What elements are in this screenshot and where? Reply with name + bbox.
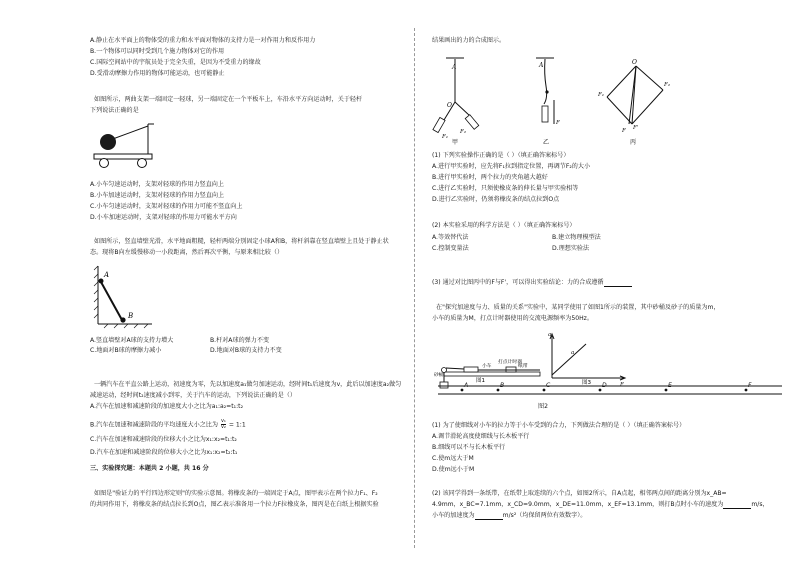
q-exp2-q2-unit2: m/s²（均保留两位有效数字）。 bbox=[502, 512, 587, 519]
figure-bing-caption: 丙 bbox=[630, 139, 637, 146]
figure-1-caption: 图1 bbox=[476, 378, 485, 384]
q-ladder-stem-line1: 如图所示，竖直墙壁光滑，水平地面粗糙，轻杆两端分别固定小球A和B，将杆斜靠在竖直墙壁上且处于静止状 bbox=[94, 238, 389, 245]
q-car-option-d: D.汽车在加速和减速阶段的位移大小之比为x₁:x₂=t₂:t₁ bbox=[90, 449, 238, 456]
q-ladder-option-b: B.杆对A球的弹力不变 bbox=[210, 337, 270, 344]
cart-label: 小车 bbox=[482, 364, 492, 369]
q-exp2-stem-line2: 小车的质量为M，打点计时器使用的交流电源频率为50Hz。 bbox=[432, 315, 593, 322]
q-cart-option-b: B.小车加速运动时，支架对轻球的作用力竖直向上 bbox=[90, 192, 225, 199]
q-exp1-question-2: (2) 本实验采用的科学方法是（ ）（填正确答案标号） bbox=[432, 222, 576, 229]
q-exp2-question-2-line3 bbox=[432, 512, 586, 520]
q-exp1-q1-option-d: D.进行乙实验时，仍须将橡皮条的结点拉到O点 bbox=[432, 196, 560, 203]
q-car-stem-line1: 一辆汽车在平直公路上运动，初速度为零，先以加速度a₁做匀加速运动，经时间t₁后速度为v，此后以加速度a₂做匀 bbox=[94, 381, 402, 388]
figure-jia bbox=[433, 58, 479, 146]
q-top-option-c: C.国际空间站中的宇航员处于完全失重，是因为不受重力的缘故 bbox=[90, 59, 261, 66]
figure-2-tape bbox=[438, 386, 782, 394]
q-exp2-q2-unit1: m/s， bbox=[751, 501, 769, 508]
graph-axis-a: a bbox=[548, 332, 552, 338]
q-car-stem-line2: 减速运动，经时间t₂速度减小到零，关于汽车的运动，下列说法正确的是（） bbox=[90, 392, 296, 399]
figure-yi bbox=[536, 58, 560, 146]
right-column bbox=[420, 0, 794, 562]
q-cart-option-a: A.小车匀速运动时，支架对轻球的作用力竖直向上 bbox=[90, 181, 224, 188]
fraction-numerator: v₁ bbox=[220, 418, 226, 424]
q-exp2-stem-line1: 在"探究加速度与力、质量的关系"实验中，某同学使用了如图1所示的装置，其中砂桶及砂子的质量为m， bbox=[436, 304, 720, 311]
q-exp1-q1-option-a: A.进行甲实验时，应先将F₁拉到指定位置，再调节F₂的大小 bbox=[432, 163, 591, 170]
tape-point-d: D bbox=[602, 382, 607, 389]
q-exp1-q2-option-c: C.控制变量法 bbox=[432, 245, 469, 252]
q-car-option-c: C.汽车在加速和减速阶段的位移大小之比为x₁:x₂=t₁:t₂ bbox=[90, 436, 237, 443]
bing-label-f: F bbox=[622, 128, 626, 134]
q-cart-stem-line2: 下列说法正确的是 bbox=[90, 107, 139, 114]
q-exp1-stem-line1: 如图是"验证力的平行四边形定则"的实验示意图。将橡皮条的一端固定于A点，图甲表示在两个拉力F₁、F₂ bbox=[94, 490, 378, 497]
section-heading: 三、实验探究题：本题共 2 小题，共 16 分 bbox=[90, 465, 209, 472]
q-car-option-b-text: B.汽车在加速和减速阶段的平均速度大小之比为 bbox=[90, 421, 218, 429]
q-car-option-b bbox=[90, 419, 246, 430]
ladder-figure bbox=[92, 262, 156, 330]
yi-label-a: A bbox=[539, 62, 544, 69]
jia-label-a: A bbox=[452, 64, 457, 71]
answer-blank bbox=[604, 280, 632, 287]
q-top-option-d: D.受滑动摩擦力作用的物体可能运动，也可能静止 bbox=[90, 70, 225, 77]
figure-jia-caption: 甲 bbox=[452, 139, 459, 146]
q-exp1-q3-text: (3) 通过对比图丙中的F与F'，可以得出实验结论：力的合成遵循 bbox=[432, 279, 604, 286]
q-exp1-q2-option-b: B.建立物理模型法 bbox=[552, 234, 601, 241]
timer-label: 打点计时器 bbox=[498, 360, 522, 365]
velocity-answer-blank bbox=[723, 502, 751, 509]
jia-label-f1: F₁ bbox=[442, 134, 449, 140]
sand-bucket-label: 砂桶 bbox=[434, 373, 444, 378]
cart-figure bbox=[92, 118, 164, 170]
q-exp1-stem-line2: 的共同作用下，将橡皮条的结点拉长到O点，图乙表示准备用一个拉力F拉橡皮条，图丙是在白纸上根据实验 bbox=[90, 501, 379, 508]
q-ladder-stem-line2: 态。现将B向左缓慢移动一小段距离，然后再次平衡，与原来相比较（） bbox=[90, 249, 284, 256]
q-cart-option-d: D.小车加速运动时，支架对轻球的作用力可能水平方向 bbox=[90, 214, 237, 221]
acceleration-answer-blank bbox=[475, 513, 503, 520]
jia-label-f2: F₂ bbox=[460, 129, 467, 135]
q-exp1-question-3 bbox=[432, 279, 632, 287]
bing-label-o: O bbox=[632, 59, 637, 66]
apparatus-figures bbox=[434, 330, 784, 402]
figure-3-caption: 图3 bbox=[582, 380, 591, 386]
q-exp1-q2-option-a: A.等效替代法 bbox=[432, 234, 469, 241]
column-divider bbox=[414, 28, 416, 548]
force-figures bbox=[430, 52, 690, 144]
q-top-option-a: A.静止在水平面上的物体受的重力和水平面对物体的支持力是一对作用力和反作用力 bbox=[90, 37, 316, 44]
q-exp1-q1-option-b: B.进行甲实验时，两个拉力的夹角越大越好 bbox=[432, 174, 548, 181]
tape-point-c: C bbox=[546, 382, 551, 389]
fraction-denominator: v₂ bbox=[220, 424, 226, 430]
figure-yi-caption: 乙 bbox=[543, 139, 550, 146]
tape-point-a: A bbox=[464, 382, 469, 389]
q-exp2-q1-option-b: B.细线可以不与长木板平行 bbox=[432, 444, 506, 451]
q-top-option-b: B.一个物体可以同时受到几个施力物体对它的作用 bbox=[90, 48, 225, 55]
ladder-label-b: B bbox=[128, 312, 134, 320]
q-car-option-b-tail: = 1:1 bbox=[228, 421, 246, 429]
figure-3-graph bbox=[548, 332, 625, 388]
q-exp1-q2-option-d: D.理想实验法 bbox=[552, 245, 590, 252]
q-exp2-question-2-line1: (2) 该同学得到一条纸带，在纸带上取连续的六个点，如图2所示，自A点起，相邻两点间的距离分别为x_AB= bbox=[432, 490, 727, 497]
q-ladder-option-c: C.地面对B球的摩擦力减小 bbox=[90, 347, 162, 354]
q-exp2-q2-data: 4.9mm，x_BC=7.1mm，x_CD=9.0mm，x_DE=11.0mm，x_EF=13.1mm，则打B点时小车的速度为 bbox=[432, 501, 724, 508]
tape-point-e: E bbox=[668, 382, 672, 389]
q-car-option-a: A.汽车在加速和减速阶段的加速度大小之比为a₁:a₂=t₁:t₂ bbox=[90, 403, 244, 410]
jia-label-o: O bbox=[447, 102, 452, 109]
figure-bing bbox=[597, 59, 670, 146]
bing-label-f2: F₂ bbox=[664, 82, 671, 88]
tape-label: 纸带 bbox=[518, 364, 528, 369]
q-exp2-q2-accel: 小车的加速度为 bbox=[432, 512, 475, 519]
bing-label-f1: F₁ bbox=[598, 92, 605, 98]
q-exp1-q1-option-c: C.进行乙实验时，只须使橡皮条的伸长量与甲实验相等 bbox=[432, 185, 579, 192]
figure-1-apparatus bbox=[434, 358, 540, 388]
ladder-label-a: A bbox=[104, 271, 110, 279]
q-exp2-question-1: (1) 为了使细线对小车的拉力等于小车受到的合力，下列做法合理的是（ ）（填正确答案标号） bbox=[432, 422, 686, 429]
q-cart-option-c: C.小车匀速运动时，支架对轻球的作用力可能不竖直向上 bbox=[90, 203, 243, 210]
velocity-ratio-fraction bbox=[221, 419, 226, 430]
figure-2-caption: 图2 bbox=[538, 403, 548, 410]
tape-point-b: B bbox=[500, 382, 505, 389]
graph-axis-f: F bbox=[620, 382, 624, 388]
q-ladder-option-a: A.竖直墙壁对A球的支持力增大 bbox=[90, 337, 174, 344]
bing-label-f-prime: F' bbox=[633, 125, 639, 131]
q-exp2-q1-option-d: D.使m远小于M bbox=[432, 466, 475, 473]
q-ladder-option-d: D.地面对B球的支持力不变 bbox=[210, 347, 282, 354]
graph-line-label-a: a bbox=[571, 350, 575, 356]
q-exp2-q1-option-c: C.使m远大于M bbox=[432, 455, 474, 462]
tape-point-f: F bbox=[748, 382, 752, 389]
q-exp1-question-1: (1) 下列实验操作正确的是（ ）（填正确答案标号） bbox=[432, 152, 570, 159]
q-exp2-q1-option-a: A.调节滑轮高度使细线与长木板平行 bbox=[432, 433, 530, 440]
q-cart-stem-line1: 如图所示，两曲支架一端固定一轻球，另一端固定在一个平板车上，车沿水平方向运动时，关于轻杆 bbox=[94, 96, 363, 103]
q-exp2-question-2-line2 bbox=[432, 501, 769, 509]
q-exp1-continuation: 结果画出的力的合成图示。 bbox=[432, 37, 506, 44]
yi-label-f: F bbox=[556, 120, 560, 126]
